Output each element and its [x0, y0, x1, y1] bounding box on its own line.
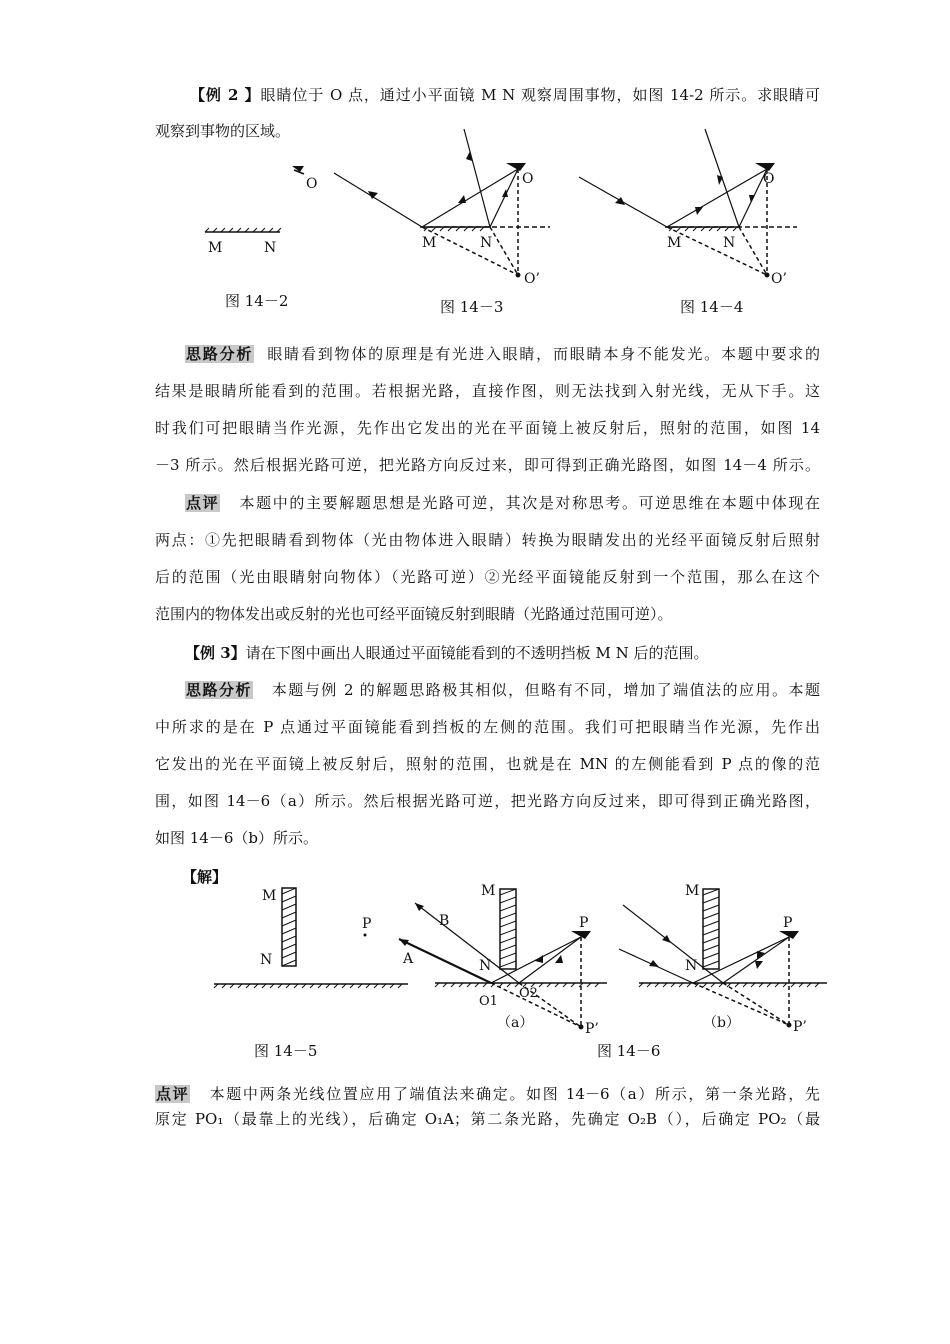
example2-line2: 观察到事物的区域。: [155, 122, 291, 140]
comment1-tag: 点评: [186, 494, 220, 512]
analysis2-line2: 中所求的是在 P 点通过平面镜能看到挡板的左侧的范围。我们可把眼睛当作光源，先作出: [155, 718, 820, 736]
label-b: （b）: [703, 1015, 740, 1031]
label-P-prime: P’: [793, 1019, 807, 1035]
label-N: N: [723, 235, 736, 251]
label-O-prime: O’: [771, 271, 787, 287]
figure-14-2: [200, 160, 318, 260]
label-O: O: [306, 176, 318, 192]
figure-14-3: [330, 125, 560, 295]
label-O: O: [763, 171, 775, 187]
example2-line1: 【例 2 】眼睛位于 O 点，通过小平面镜 M N 观察周围事物，如图 14-2 所示。求眼睛可: [190, 86, 820, 104]
example3-tag: 【例 3】: [185, 644, 246, 662]
comment1-line3: 后的范围（光由眼睛射向物体）（光路可逆）②光经平面镜能反射到一个范围，那么在这个: [155, 568, 820, 586]
label-N: N: [264, 240, 277, 256]
analysis1-line4: －3 所示。然后根据光路可逆，把光路方向反过来，即可得到正确光路图，如图 14－4 所示。: [155, 456, 820, 474]
example3-line1: 【例 3】请在下图中画出人眼通过平面镜能看到的不透明挡板 M N 后的范围。: [185, 644, 709, 662]
figure-14-6b: [615, 875, 830, 1040]
figure-14-5: [210, 880, 410, 990]
label-M: M: [262, 888, 277, 904]
analysis2-line5: 如图 14－6（b）所示。: [155, 829, 319, 847]
label-a: （a）: [497, 1015, 534, 1031]
label-M: M: [667, 235, 682, 251]
label-B: B: [439, 913, 450, 929]
comment1-line1: 点评 本题中的主要解题思想是光路可逆，其次是对称思考。可逆思维在本题中体现在: [186, 494, 820, 512]
analysis1-tag: 思路分析: [186, 345, 254, 363]
label-M: M: [208, 240, 223, 256]
label-P: P: [362, 916, 372, 932]
figure-14-4: [575, 125, 805, 295]
label-N: N: [480, 235, 493, 251]
solution-tag: 【解】: [182, 868, 228, 886]
caption-fig-14-6: 图 14－6: [597, 1042, 661, 1060]
label-P-prime: P’: [585, 1021, 599, 1037]
label-O1: O1: [479, 994, 498, 1009]
label-A: A: [403, 951, 414, 967]
analysis2-tag: 思路分析: [186, 681, 252, 699]
caption-fig-14-2: 图 14－2: [225, 292, 289, 310]
analysis2-line1: 思路分析 本题与例 2 的解题思路极其相似，但略有不同，增加了端值法的应用。本题: [186, 681, 820, 699]
comment2-line2: 原定 PO₁（最靠上的光线），后确定 O₁A；第二条光路，先确定 O₂B（），后确定 PO₂（最: [155, 1110, 820, 1128]
label-P: P: [783, 915, 793, 931]
analysis1-line2: 结果是眼睛所能看到的范围。若根据光路，直接作图，则无法找到入射光线，无从下手。这: [155, 382, 820, 400]
eye-icon: [292, 166, 304, 174]
caption-fig-14-5: 图 14－5: [254, 1042, 318, 1060]
analysis2-line3: 它发出的光在平面镜上被反射后，照射的范围，也就是在 MN 的左侧能看到 P 点的像的范: [155, 755, 820, 773]
comment1-line4: 范围内的物体发出或反射的光也可经平面镜反射到眼睛（光路通过范围可逆）。: [155, 605, 673, 623]
example2-tag: 【例 2 】: [190, 86, 261, 104]
caption-fig-14-4: 图 14－4: [680, 298, 744, 316]
analysis1-line3: 时我们可把眼睛当作光源，先作出它发出的光在平面镜上被反射后，照射的范围，如图 14: [155, 419, 820, 437]
label-N: N: [260, 952, 273, 968]
analysis1-line1: 思路分析 眼睛看到物体的原理是有光进入眼睛，而眼睛本身不能发光。本题中要求的: [186, 345, 820, 363]
label-O2: O2: [519, 986, 538, 1001]
label-O-prime: O’: [524, 271, 540, 287]
comment2-tag: 点评: [156, 1085, 190, 1103]
comment2-line1: 点评 本题中两条光线位置应用了端值法来确定。如图 14－6（a）所示，第一条光路，先: [156, 1085, 820, 1103]
label-O: O: [522, 171, 534, 187]
analysis2-line4: 围，如图 14－6（a）所示。然后根据光路可逆，把光路方向反过来，即可得到正确光路图，: [155, 792, 820, 810]
caption-fig-14-3: 图 14－3: [440, 298, 504, 316]
label-N: N: [479, 958, 492, 974]
label-P: P: [579, 915, 589, 931]
label-M: M: [685, 883, 700, 899]
label-M: M: [481, 883, 496, 899]
figure-14-6a: [395, 875, 610, 1040]
comment1-line2: 两点：①先把眼睛看到物体（光由物体进入眼睛）转换为眼睛发出的光经平面镜反射后照射: [155, 531, 820, 549]
label-N: N: [685, 958, 698, 974]
label-M: M: [422, 235, 437, 251]
